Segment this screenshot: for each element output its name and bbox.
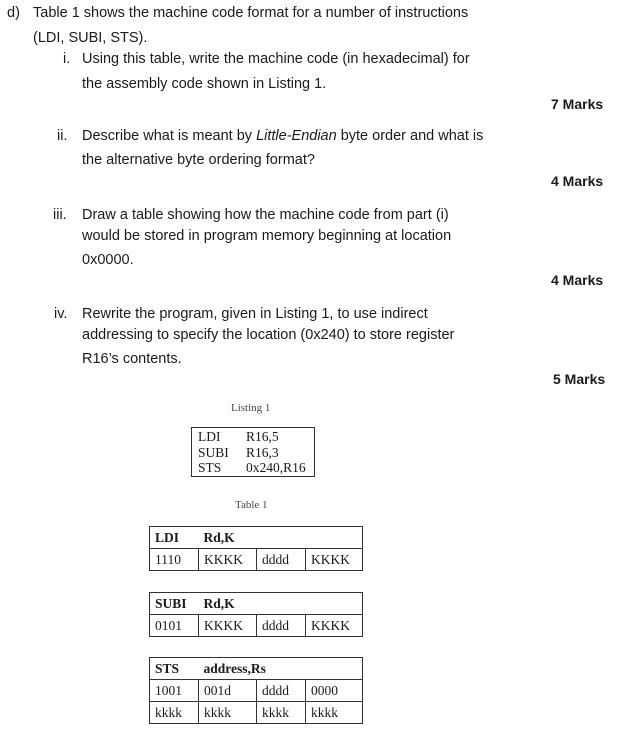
part-iii-line3: 0x0000. xyxy=(82,252,134,268)
part-ii-line1: Describe what is meant by Little-Endian byte order and what is xyxy=(82,128,484,144)
part-iii-line2: would be stored in program memory beginning at location xyxy=(82,228,452,244)
table-row: 0101 KKKK dddd KKKK xyxy=(150,615,363,637)
part-iv-line2: addressing to specify the location (0x240) to store register xyxy=(82,327,455,343)
part-ii-line2: the alternative byte ordering format? xyxy=(82,152,315,168)
question-intro-line1: Table 1 shows the machine code format for a number of instructions xyxy=(33,5,469,21)
question-label: d) xyxy=(7,5,20,21)
sts-format-table: STS address,Rs 1001 001d dddd 0000 kkkk kkkk kkkk kkkk xyxy=(149,657,363,724)
part-iv-marks: 5 Marks xyxy=(553,371,606,387)
table-row: kkkk kkkk kkkk kkkk xyxy=(150,702,363,724)
part-i-line2: the assembly code shown in Listing 1. xyxy=(82,76,327,92)
part-iii-marks: 4 Marks xyxy=(551,272,604,288)
part-iii-line1: Draw a table showing how the machine code from part (i) xyxy=(82,207,449,223)
part-ii-number: ii. xyxy=(57,128,68,144)
little-endian-term: Little-Endian xyxy=(256,128,337,144)
subi-format-table: SUBI Rd,K 0101 KKKK dddd KKKK xyxy=(149,592,363,637)
part-iii-number: iii. xyxy=(53,207,67,223)
listing-box xyxy=(191,427,315,477)
part-i-line1: Using this table, write the machine code (in hexadecimal) for xyxy=(82,51,470,67)
part-iv-line1: Rewrite the program, given in Listing 1, to use indirect xyxy=(82,306,428,322)
table-row: 1110 KKKK dddd KKKK xyxy=(150,549,363,571)
ldi-format-table: LDI Rd,K 1110 KKKK dddd KKKK xyxy=(149,526,363,571)
listing-row: LDI R16,5 xyxy=(198,429,279,444)
table-row: 1001 001d dddd 0000 xyxy=(150,680,363,702)
question-intro-line2: (LDI, SUBI, STS). xyxy=(33,30,148,46)
listing-row: SUBI R16,3 xyxy=(198,444,279,460)
part-ii-marks: 4 Marks xyxy=(551,173,604,189)
part-iv-line3: R16’s contents. xyxy=(82,351,182,367)
table-caption: Table 1 xyxy=(235,499,268,511)
part-iv-number: iv. xyxy=(54,306,68,322)
listing-row: STS 0x240,R16 xyxy=(198,460,306,475)
listing-caption: Listing 1 xyxy=(231,402,271,414)
part-i-number: i. xyxy=(63,51,71,67)
part-i-marks: 7 Marks xyxy=(551,96,604,112)
